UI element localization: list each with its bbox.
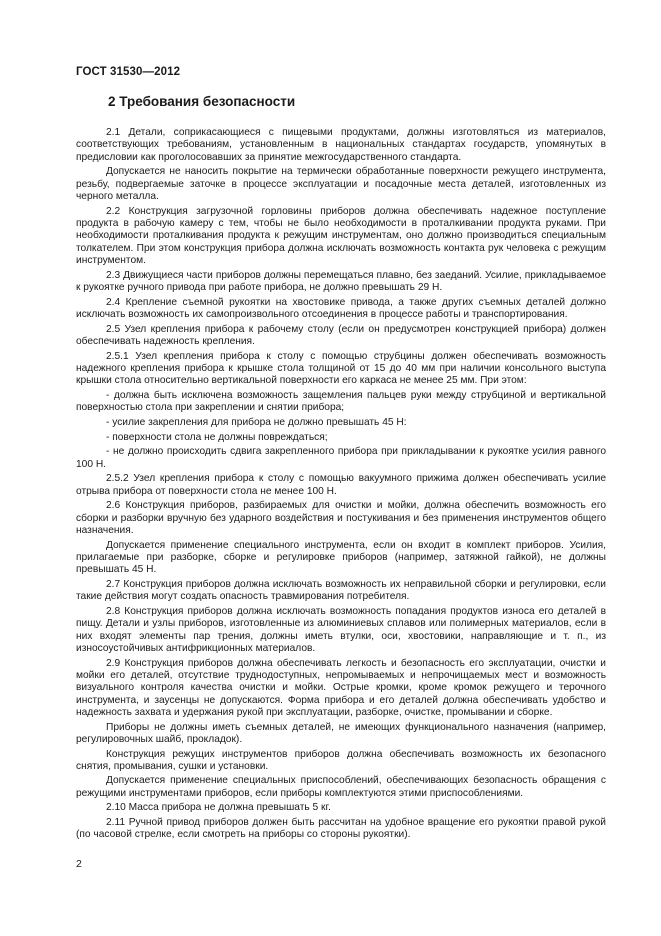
list-item: - поверхности стола не должны повреждаться; [106,431,328,443]
paragraph-2-2: 2.2 Конструкция загрузочной горловины приборов должна обеспечивать надежное поступление продукта в рабочую камеру с тем, чтобы не было необходимости в проталкивании продукта руками. При необходимости проталкивания продукта к режущим инструментам, оно должно производиться специальным толкателем. При этом конструкция прибора должна исключать возможность контакта рук человека с режущим инструментом. [76,205,606,267]
list-item: - не должно происходить сдвига закрепленного прибора при прикладывании к рукоятке усилия равного 100 Н. [76,446,606,470]
paragraph-2-8: 2.8 Конструкция приборов должна исключать возможность попадания продуктов износа его деталей в пищу. Детали и узлы приборов, изготовленные из алюминиевых сплавов или полимерных материалов, если в них входят элементы пар трения, должны иметь втулки, оси, хвостовики, направляющие и т. п., из износоустойчивых антифрикционных материалов. [76,605,606,654]
section-title: 2 Требования безопасности [108,94,296,109]
document-header: ГОСТ 31530—2012 [76,66,181,78]
paragraph-2-6-note: Допускается применение специального инструмента, если он входит в комплект приборов. Усилия, прилагаемые при разборке, сборке и регулировке приборов (например, затяжной гайкой), не должны превышать 45 Н. [76,539,606,576]
paragraph-2-9-note-2: Конструкция режущих инструментов приборов должна обеспечивать возможность их безопасного снятия, промывания, сушки и установки. [76,748,606,772]
paragraph-2-9-note-1: Приборы не должны иметь съемных деталей, не имеющих функционального назначения (например, регулировочных шайб, прокладок). [76,721,606,745]
paragraph-2-11: 2.11 Ручной привод приборов должен быть рассчитан на удобное вращение его рукоятки правой рукой (по часовой стрелке, если смотреть на приборы со стороны рукоятки). [76,817,606,841]
paragraph-2-5: 2.5 Узел крепления прибора к рабочему столу (если он предусмотрен конструкцией прибора) должен обеспечивать надежность крепления. [76,323,606,347]
paragraph-2-5-1: 2.5.1 Узел крепления прибора к столу с помощью струбцины должен обеспечивать возможность надежного крепления прибора к крышке стола толщиной от 15 до 40 мм при наличии консольного выступа крышки стола относительно вертикальной поверхности его каркаса не менее 25 мм. При этом: [76,350,606,387]
paragraph-2-7: 2.7 Конструкция приборов должна исключать возможность их неправильной сборки и регулировки, если такие действия могут создать опасность травмирования потребителя. [76,578,606,603]
page-number: 2 [76,858,82,870]
paragraph-2-9-note-3: Допускается применение специальных приспособлений, обеспечивающих безопасность обращения с режущими инструментами приборов, если приборы комплектуются этими приспособлениями. [76,775,606,799]
paragraph-2-5-2: 2.5.2 Узел крепления прибора к столу с помощью вакуумного прижима должен обеспечивать усилие отрыва прибора от поверхности стола не менее 100 Н. [76,473,606,497]
paragraph-2-9: 2.9 Конструкция приборов должна обеспечивать легкость и безопасность его эксплуатации, очистки и мойки его деталей, отсутствие труднодоступных, непромываемых и непрочищаемых мест и возможность визуального контроля качества очистки и мойки. Острые кромки, кроме кромок режущего и терочного инструмента, и заусенцы не допускаются. Форма прибора и его деталей должна обеспечивать удобство и надежность захвата и удержания рукой при эксплуатации, разборке, очистке, промывании и сборке. [76,657,606,718]
paragraph-2-6: 2.6 Конструкция приборов, разбираемых для очистки и мойки, должна обеспечить возможность его сборки и разборки вручную без ударного воздействия и постукивания и без применения инструментов общего назначения. [76,500,606,536]
paragraph-2-1: 2.1 Детали, соприкасающиеся с пищевыми продуктами, должны изготовляться из материалов, соответствующих требованиям, установленным в национальных стандартах государств, упомянутых в предисловии как проголосовавших за принятие межгосударственного стандарта. [76,127,606,163]
list-item: - усилие закрепления для прибора не должно превышать 45 Н: [106,416,407,428]
document-body [76,127,606,844]
paragraph-2-3: 2.3 Движущиеся части приборов должны перемещаться плавно, без заеданий. Усилие, прикладываемое к рукоятке ручного привода при работе прибора, не должно превышать 29 Н. [76,269,606,294]
paragraph-2-4: 2.4 Крепление съемной рукоятки на хвостовике привода, а также других съемных деталей должно исключать возможность их самопроизвольного отсоединения в процессе работы и транспортирования. [76,296,606,320]
list-item: - должна быть исключена возможность защемления пальцев руки между струбциной и вертикальной поверхностью стола при закреплении и снятии прибора; [76,389,606,414]
paragraph-2-1-note: Допускается не наносить покрытие на термически обработанные поверхности режущего инструмента, резьбу, подвергаемые заточке в процессе эксплуатации и посадочные места деталей, изготовленных из черного металла. [76,166,606,203]
paragraph-2-10: 2.10 Масса прибора не должна превышать 5 кг. [106,802,331,814]
